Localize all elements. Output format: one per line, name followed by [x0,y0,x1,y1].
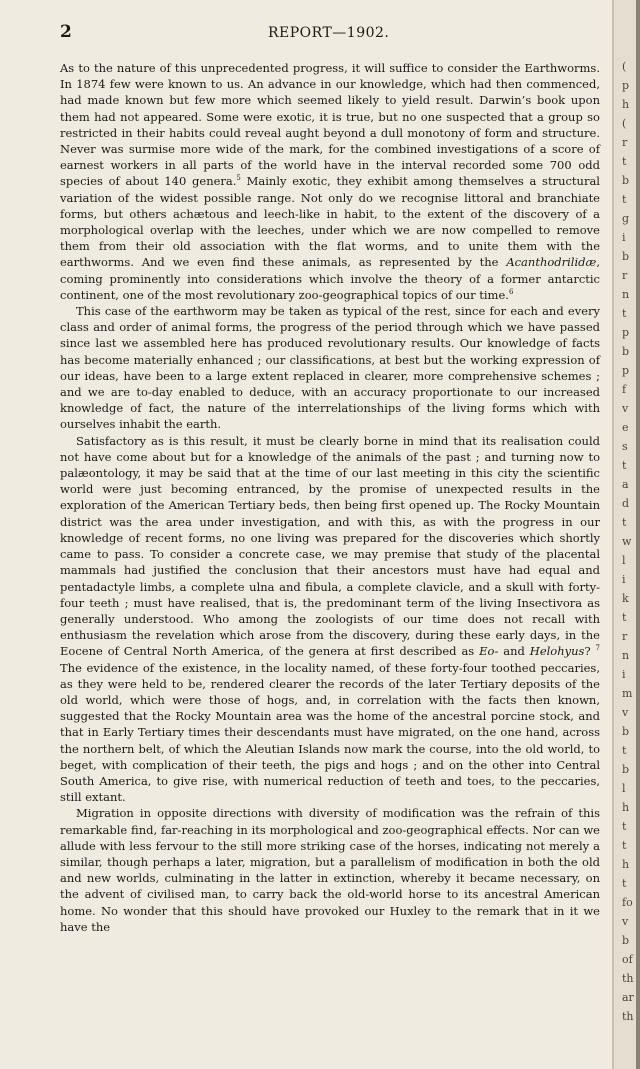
margin-fragment: b [622,345,630,358]
margin-fragment: t [622,611,627,624]
running-head: REPORT—1902. [268,25,390,41]
text-run: As to the nature of this unprecedented progress, it will suffice to consider the Earthworms. In 1874 few were known to us. An advance in our knowledge, which had then commenced, had made known but few more which seemed likely to yield result. Darwin’s book upon them had not appeared. Some were exotic, it is true, but no one suspected that a group so restricted in their habits could reveal aught beyond a dull monotony of form and structure. Never was surmise more wide of the mark, for the combined investigations of a score of earnest workers in all parts of the world have in the interval recorded some 700 odd species of about 140 genera. [60,61,600,189]
margin-fragment: t [622,820,627,833]
margin-fragment: b [622,174,630,187]
text-run: Migration in opposite directions with diversity of modification was the refrain of this remarkable find, far-reaching in its morphological and zoo-geographical effects. Nor can we allude with less fervour to the still more striking case of the horses, indicating not merely a similar, though perhaps a later, migration, but a parallelism of modification in both the old and new worlds, culminating in the latter in extinction, whereby it became necessary, on the advent of civilised man, to carry back the old-world horse to its ancestral American home. No wonder that this should have provoked our Huxley to the remark that in it we have the [60,806,600,934]
margin-fragment: t [622,839,627,852]
margin-fragment: b [622,250,630,263]
margin-fragment: ( [622,117,627,130]
italic-term: Eo- [479,644,499,659]
margin-fragment: m [622,687,633,700]
margin-fragment: v [622,402,629,415]
margin-fragment: a [622,478,629,491]
margin-fragment: t [622,459,627,472]
margin-fragment: ar [622,991,634,1004]
margin-fragment: h [622,801,630,814]
margin-fragment: v [622,915,629,928]
margin-fragment: t [622,193,627,206]
text-run: The evidence of the existence, in the locality named, of these forty-four toothed peccaries, as they were held to be, rendered clearer the records of the later Tertiary deposits of the old world, which were those of hogs, and, in correlation with the facts then known, suggested that the Rocky Mountain area was the home of the ancestral porcine stock, and that in Early Tertiary times their descendants must have migrated, on the one hand, across the northern belt, of which the Aleutian Islands now mark the course, into the old world, to beget, with complication of their teeth, the pigs and hogs ; and on the other into Central South America, to give rise, with numerical reduction of teeth and toes, to the peccaries, still extant. [60,660,600,805]
italic-term: Helohyus [529,644,585,659]
margin-fragment: l [622,554,626,567]
paragraph [60,303,600,433]
margin-fragment: w [622,535,632,548]
footnote-marker: 7 [595,644,601,653]
paragraph [60,60,600,303]
margin-fragment: i [622,573,626,586]
margin-fragment: n [622,288,630,301]
margin-fragment: of [622,953,633,966]
paragraph [60,805,600,935]
margin-fragment: b [622,934,630,947]
margin-fragment: ( [622,60,627,73]
margin-fragment: b [622,725,630,738]
margin-fragment: t [622,744,627,757]
margin-fragment: h [622,98,630,111]
text-run: Mainly exotic, they exhibit among themselves a structural variation of the widest possible range. Not only do we recognise littoral and branchiate forms, but others achætous and leech-like in habit, to the extent of the discovery of a morphological overlap with the leeches, under which we are now compelled to remove them from their old association with the flat worms, and to unite them with the earthworms. And we even find these animals, as represented by the [60,174,600,270]
footnote-marker: 6 [508,288,514,297]
margin-fragment: i [622,668,626,681]
paragraph [60,433,600,806]
facing-page-margin [612,0,640,1069]
margin-fragment: t [622,155,627,168]
margin-fragment: e [622,421,629,434]
margin-fragment: d [622,497,630,510]
page-header [0,22,640,48]
body-text [60,60,600,935]
margin-fragment: r [622,269,628,282]
margin-fragment: fo [622,896,633,909]
margin-fragment: n [622,649,630,662]
text-run: This case of the earthworm may be taken as typical of the rest, since for each and every class and order of animal forms, the progress of the period through which we have passed since last we assembled here has produced revolutionary results. Our knowledge of facts has become materially enhanced ; our classifications, at best but the working expression of our ideas, have been to a large extent replaced in clearer, more comprehensive schemes ; and we are to-day enabled to deduce, with an accuracy proportionate to our increased knowledge of fact, the nature of the interrelationships of the living forms which with ourselves inhabit the earth. [60,304,600,432]
margin-fragment: p [622,326,630,339]
margin-fragment: p [622,364,630,377]
margin-fragment: f [622,383,627,396]
text-run: , coming prominently into considerations which involve the theory of a former antarctic continent, one of the most revolutionary zoo-geographical topics of our time. [60,255,600,302]
margin-fragment: i [622,231,626,244]
margin-fragment: s [622,440,628,453]
margin-fragment: k [622,592,629,605]
margin-fragment: l [622,782,626,795]
text-run: and [498,644,530,659]
page-edge-shadow [636,0,640,1069]
margin-fragment: r [622,630,628,643]
text-run: ? [584,644,596,659]
margin-fragment: g [622,212,630,225]
footnote-marker: 5 [236,174,241,183]
page-number: 2 [60,22,72,42]
margin-fragment: th [622,1010,634,1023]
margin-fragment: r [622,136,628,149]
margin-fragment: p [622,79,630,92]
margin-fragment: b [622,763,630,776]
margin-fragment: h [622,858,630,871]
margin-fragment: t [622,516,627,529]
margin-fragment: th [622,972,634,985]
margin-fragment: v [622,706,629,719]
margin-fragment: t [622,307,627,320]
text-run: Satisfactory as is this result, it must be clearly borne in mind that its realisation could not have come about but for a knowledge of the animals of the past ; and turning now to palæontology, it may be said that at the time of our last meeting in this city the scientific world were just becoming entranced, by the promise of unexpected results in the exploration of the American Tertiary beds, then being first opened up. The Rocky Mountain district was the area under investigation, and with this, as with the progress in our knowledge of recent forms, no one living was prepared for the discoveries which shortly came to pass. To consider a concrete case, we may premise that study of the placental mammals had justified the conclusion that their ancestors must have had equal and pentadactyle limbs, a complete ulna and fibula, a complete clavicle, and a skull with forty-four teeth ; must have realised, that is, the predominant term of the living Insectivora as generally understood. Who among the zoologists of our time does not recall with enthusiasm the revelation which arose from the discovery, during these early days, in the Eocene of Central North America, of the genera at first described as [60,433,600,659]
italic-term: Acanthodrilidæ [506,255,597,270]
margin-fragment: t [622,877,627,890]
